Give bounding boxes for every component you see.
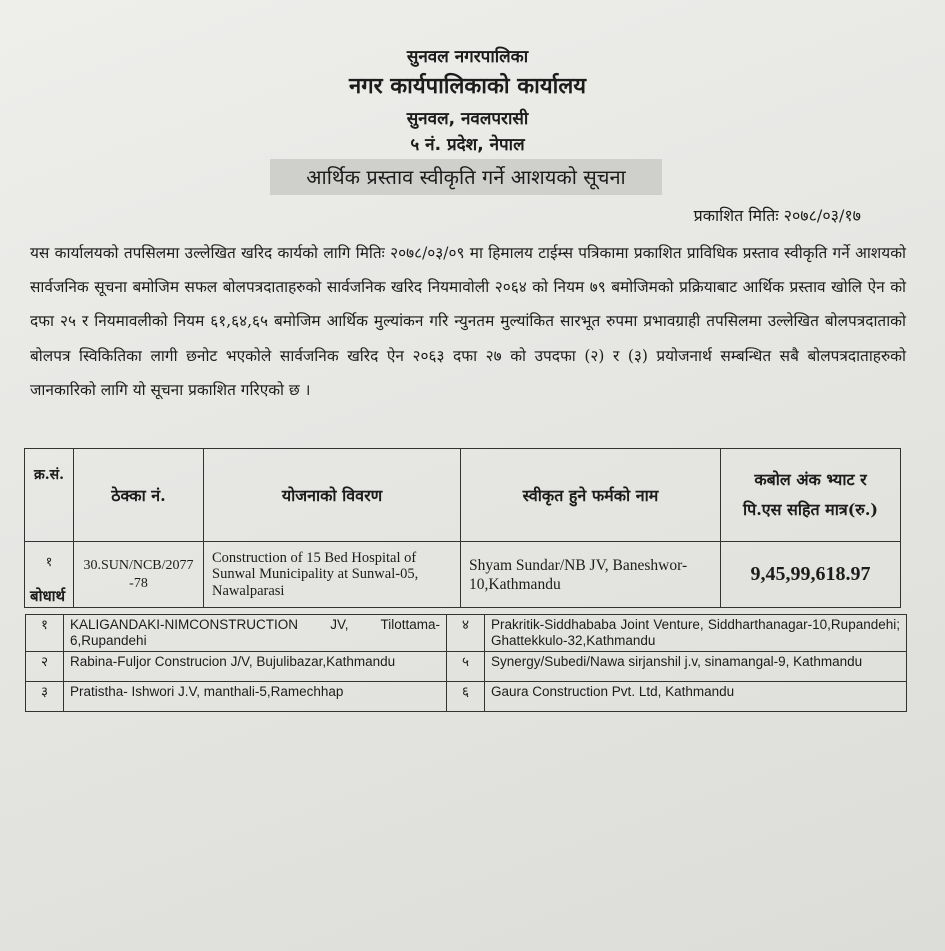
office-name: नगर कार्यपालिकाको कार्यालय	[349, 74, 586, 99]
header-amount-line2: पि.एस सहित मात्र(रु.)	[742, 500, 878, 519]
bodhartha-label: बोधार्थ	[30, 587, 66, 605]
list-item	[26, 615, 907, 652]
header-firm: स्वीकृत हुने फर्मको नाम	[461, 449, 721, 542]
row-description: Construction of 15 Bed Hospital of Sunwal Municipality at Sunwal-05, Nawalparasi	[204, 542, 461, 608]
row-amount: 9,45,99,618.97	[721, 542, 901, 608]
bodhartha-num: ६	[447, 682, 485, 712]
bodhartha-table	[25, 614, 907, 712]
province-line: ५ नं. प्रदेश, नेपाल	[410, 135, 525, 155]
award-table	[24, 448, 901, 608]
bodhartha-num: ४	[447, 615, 485, 652]
header-sn: क्र.सं.	[25, 449, 74, 542]
notice-title: आर्थिक प्रस्ताव स्वीकृति गर्ने आशयको सूचना	[270, 159, 662, 195]
bodhartha-num: ३	[26, 682, 64, 712]
municipality-name: सुनवल नगरपालिका	[406, 47, 529, 67]
bodhartha-text: Pratistha- Ishwori J.V, manthali-5,Ramechhap	[64, 682, 447, 712]
row-contract-no: 30.SUN/NCB/2077-78	[74, 542, 204, 608]
header-contract-no: ठेक्का नं.	[74, 449, 204, 542]
row-sn: १	[25, 542, 74, 608]
published-date: प्रकाशित मितिः २०७८/०३/१७	[693, 206, 861, 225]
bodhartha-num: १	[26, 615, 64, 652]
bodhartha-text: Gaura Construction Pvt. Ltd, Kathmandu	[485, 682, 907, 712]
bodhartha-text: Prakritik-Siddhababa Joint Venture, Siddharthanagar-10,Rupandehi; Ghattekkulo-32,Kathmandu	[485, 615, 907, 652]
header-description: योजनाको विवरण	[204, 449, 461, 542]
bodhartha-num: ५	[447, 652, 485, 682]
header-amount-line1: कबोल अंक भ्याट र	[754, 470, 867, 489]
table-row	[25, 542, 901, 608]
bodhartha-text: Rabina-Fuljor Construcion J/V, Bujulibazar,Kathmandu	[64, 652, 447, 682]
header-amount	[721, 449, 901, 542]
list-item	[26, 682, 907, 712]
bodhartha-text: Synergy/Subedi/Nawa sirjanshil j.v, sinamangal-9, Kathmandu	[485, 652, 907, 682]
body-paragraph: यस कार्यालयको तपसिलमा उल्लेखित खरिद कार्यको लागि मितिः २०७८/०३/०९ मा हिमालय टाईम्स पत्रिकामा प्रकाशित प्राविधिक प्रस्ताव स्वीकृति गर्ने आशयको सार्वजनिक सूचना बमोजिम सफल बोलपत्रदाताहरुको सार्वजनिक खरिद नियमावोली २०६४ को नियम ७९ बमोजिमको प्रक्रियाबाट आर्थिक प्रस्ताव खोलि ऐन को दफा २५ र नियमावलीको नियम ६१,६४,६५ बमोजिम आर्थिक मुल्यांकन गरि न्युनतम मुल्यांकित सारभूत रुपमा प्रभावग्राही तपसिलमा उल्लेखित बोलपत्रदाताको बोलपत्र स्विकितिका लागी छनोट भएकोले सार्वजनिक खरिद ऐन २०६३ दफा २७ को उपदफा (२) र (३) प्रयोजनार्थ सम्बन्धित सबै बोलपत्रदाताहरुको जानकारिको लागि यो सूचना प्रकाशित गरिएको छ ।	[30, 244, 906, 399]
office-address: सुनवल, नवलपरासी	[406, 109, 529, 129]
row-firm: Shyam Sundar/NB JV, Baneshwor-10,Kathmandu	[461, 542, 721, 608]
bodhartha-text: KALIGANDAKI-NIMCONSTRUCTION JV, Tilottama-6,Rupandehi	[64, 615, 447, 652]
bodhartha-num: २	[26, 652, 64, 682]
award-table-header	[25, 449, 901, 542]
list-item	[26, 652, 907, 682]
